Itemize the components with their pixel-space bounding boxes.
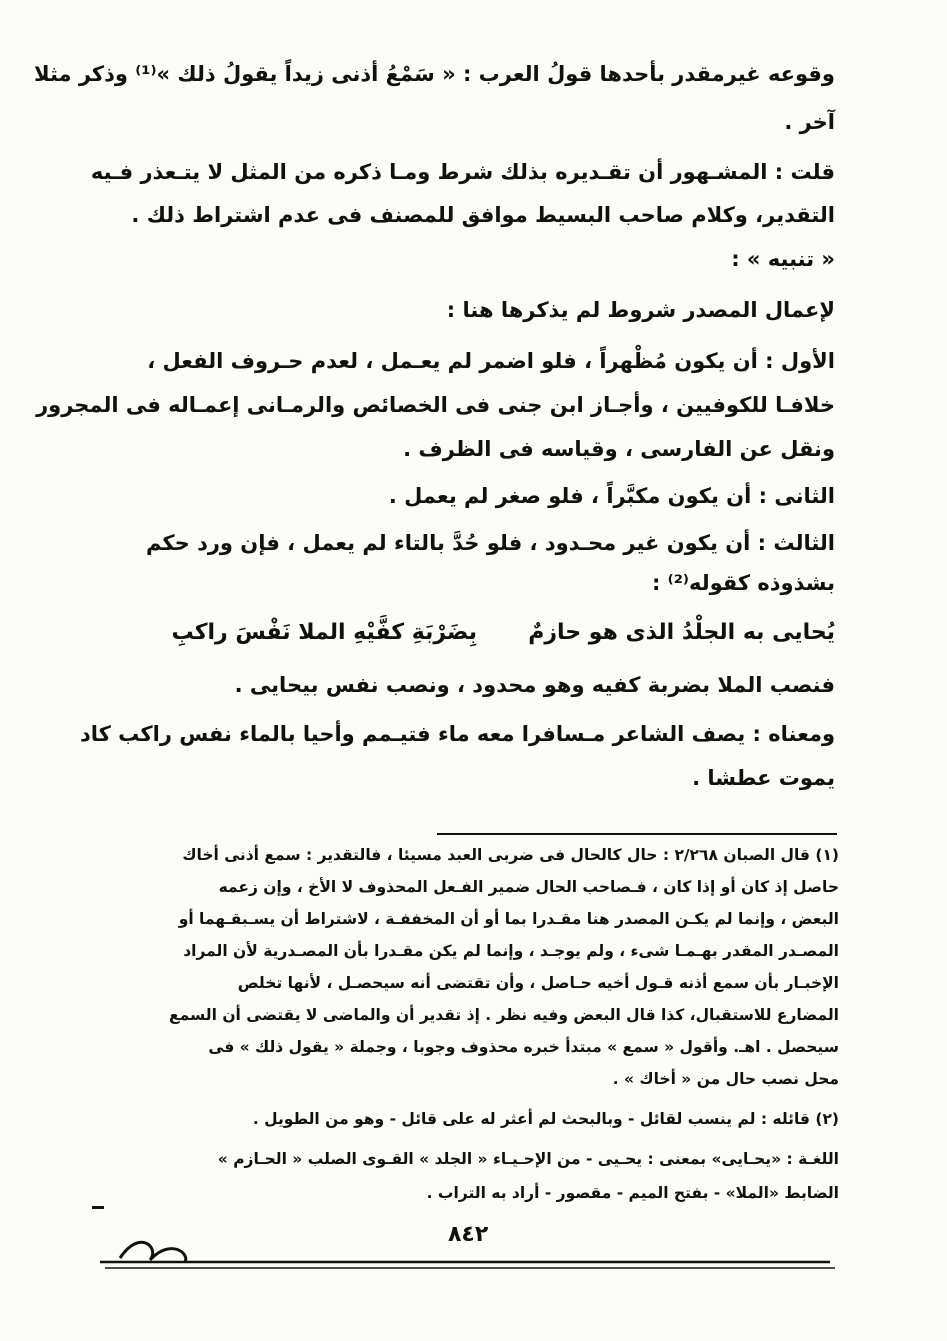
body-line-1: وقوعه غيرمقدر بأحدها قولُ العرب : « سَمْعُ أذنى زيداً يقولُ ذلك »⁽¹⁾ وذكر مثلا: [34, 62, 835, 86]
body-line-3: قلت : المشـهور أن تقـديره بذلك شرط ومـا ذكره من المثل لا يتـعذر فـيه: [90, 160, 835, 184]
footnote-1-line-7: سيحصل . اهـ. وأقول « سمع » مبتدأ خبره محذوف وجوبا ، وجملة « يقول ذلك » فى: [208, 1038, 839, 1056]
footnote-1-line-5: الإخبـار بأن سمع أذنه قـول أخيه حـاصل ، وأن تقتضى أنه سيحصـل ، لأنها تخلص: [237, 974, 839, 992]
tanbih-heading: « تنبيه » :: [731, 247, 835, 271]
after-verse-line-2: ومعناه : يصف الشاعر مـسافرا معه ماء فتيـمم وأحيا بالماء نفس راكب كاد: [80, 722, 835, 746]
footnote-1-line-8: محل نصب حال من « أخاك » .: [612, 1070, 839, 1088]
footnote-2-line-2: اللغـة : «يحـايى» بمعنى : يحـيى - من الإحـيـاء « الجلد » القـوى الصلب « الحـازم »: [217, 1150, 839, 1168]
footnote-1-line-4: المصـدر المقدر بهـمـا شىء ، ولم يوجـد ، وإنما لم يكن مقـدرا بأن المصـدرية لأن المراد: [183, 942, 839, 960]
footnote-1-line-1: (١) قال الصبان ٢/٢٦٨ : حال كالحال فى ضربى العبد مسيئا ، فالتقدير : سمع أذنى أخاك: [182, 846, 839, 864]
footnote-1-line-3: البعض ، وإنما لم يكـن المصدر هنا مقـدرا بما أو أن المخففـة ، لاشتراط أن يسـبقـهما أو: [178, 910, 839, 928]
body-line-9: ونقل عن الفارسى ، وقياسه فى الظرف .: [403, 437, 835, 461]
body-line-8: خلافـا للكوفيين ، وأجـاز ابن جنى فى الخصائص والرمـانى إعمـاله فى المجرور: [36, 393, 835, 417]
after-verse-line-3: يموت عطشا .: [692, 766, 835, 790]
footnote-2-line-3: الضابط «الملا» - بفتح الميم - مقصور - أراد به التراب .: [426, 1184, 839, 1202]
body-line-11: الثالث : أن يكون غير محـدود ، فلو حُدَّ بالتاء لم يعمل ، فإن ورد حكم: [145, 531, 835, 555]
footnote-separator: [437, 833, 837, 835]
margin-mark: [92, 1206, 104, 1209]
verse-second-half: بِضَرْبَةِ كفَّيْهِ الملا نَفْسَ راكبِ: [171, 620, 477, 645]
footnote-1-line-6: المضارع للاستقبال، كذا قال البعض وفيه نظر . إذ تقدير أن والماضى لا يقتضى أن السمع: [169, 1006, 839, 1024]
bottom-rule-with-scribble: [100, 1218, 860, 1278]
page-number: ٨٤٢: [448, 1222, 489, 1247]
body-line-12: بشذوذه كقوله⁽²⁾ :: [651, 571, 835, 595]
body-line-4: التقدير، وكلام صاحب البسيط موافق للمصنف فى عدم اشتراط ذلك .: [131, 203, 835, 227]
after-verse-line-1: فنصب الملا بضربة كفيه وهو محدود ، ونصب نفس بيحايى .: [234, 673, 835, 697]
body-line-2: آخر .: [784, 110, 835, 134]
body-line-7: الأول : أن يكون مُظْهراً ، فلو اضمر لم يعـمل ، لعدم حـروف الفعل ،: [147, 349, 835, 373]
verse-first-half: يُحايى به الجلْدُ الذى هو حازمٌ: [528, 620, 835, 645]
footnote-1-line-2: حاصل إذ كان أو إذا كان ، فـصاحب الحال ضمير الفـعل المحذوف لا الأخ ، وإن زعمه: [218, 878, 839, 896]
body-line-6: لإعمال المصدر شروط لم يذكرها هنا :: [446, 298, 835, 322]
body-line-10: الثانى : أن يكون مكبَّراً ، فلو صغر لم يعمل .: [388, 484, 835, 508]
footnote-2-line-1: (٢) قائله : لم ينسب لقائل - وبالبحث لم أعثر له على قائل - وهو من الطويل .: [252, 1110, 839, 1128]
